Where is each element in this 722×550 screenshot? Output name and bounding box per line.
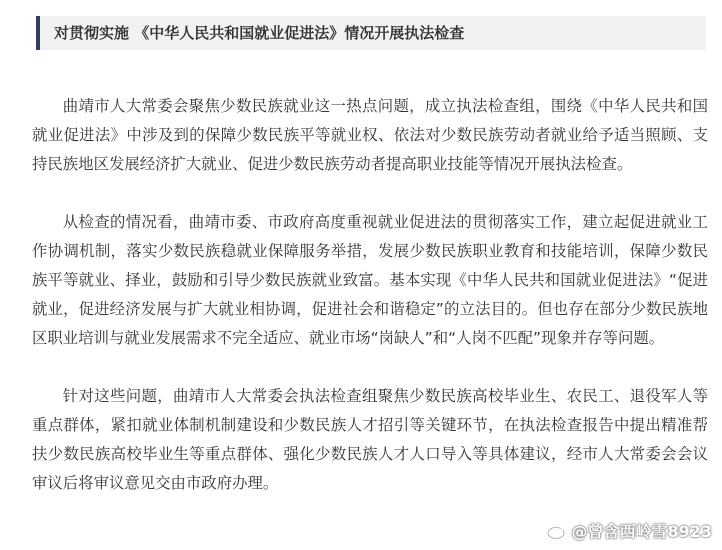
article-paragraph-2: 从检查的情况看，曲靖市委、市政府高度重视就业促进法的贯彻落实工作，建立起促进就业工作协调机制，落实少数民族稳就业保障服务举措，发展少数民族职业教育和技能培训，保障少数民族平等就业、择业，鼓励和引导少数民族就业致富。基本实现《中华人民共和国就业促进法》“促进就业，促进经济发展与扩大就业相协调，促进社会和谐稳定”的立法目的。但也存在部分少数民族地区职业培训与就业发展需求不完全适应、就业市场“岗缺人”和“人岗不匹配”现象并存等问题。 — [32, 213, 708, 347]
section-title: 对贯彻实施 《中华人民共和国就业促进法》情况开展执法检查 — [54, 24, 465, 42]
article-body — [32, 92, 708, 527]
article-paragraph-1: 曲靖市人大常委会聚焦少数民族就业这一热点问题，成立执法检查组，围绕《中华人民共和国就业促进法》中涉及到的保障少数民族平等就业权、依法对少数民族劳动者就业给予适当照顾、支持民族地区发展经济扩大就业、促进少数民族劳动者提高职业技能等情况开展执法检查。 — [32, 97, 708, 173]
heading-accent-bar — [36, 16, 40, 50]
watermark-text: @曾含西岭雪8923 — [571, 522, 712, 541]
article-paragraph-3: 针对这些问题，曲靖市人大常委会执法检查组聚焦少数民族高校毕业生、农民工、退役军人等重点群体，紧扣就业体制机制建设和少数民族人才招引等关键环节，在执法检查报告中提出精准帮扶少数民族高校毕业生等重点群体、强化少数民族人才人口导入等具体建议，经市人大常委会会议审议后将审议意见交由市政府办理。 — [32, 387, 708, 492]
section-heading — [36, 16, 706, 50]
weibo-watermark — [547, 519, 712, 542]
weibo-icon — [547, 522, 567, 540]
